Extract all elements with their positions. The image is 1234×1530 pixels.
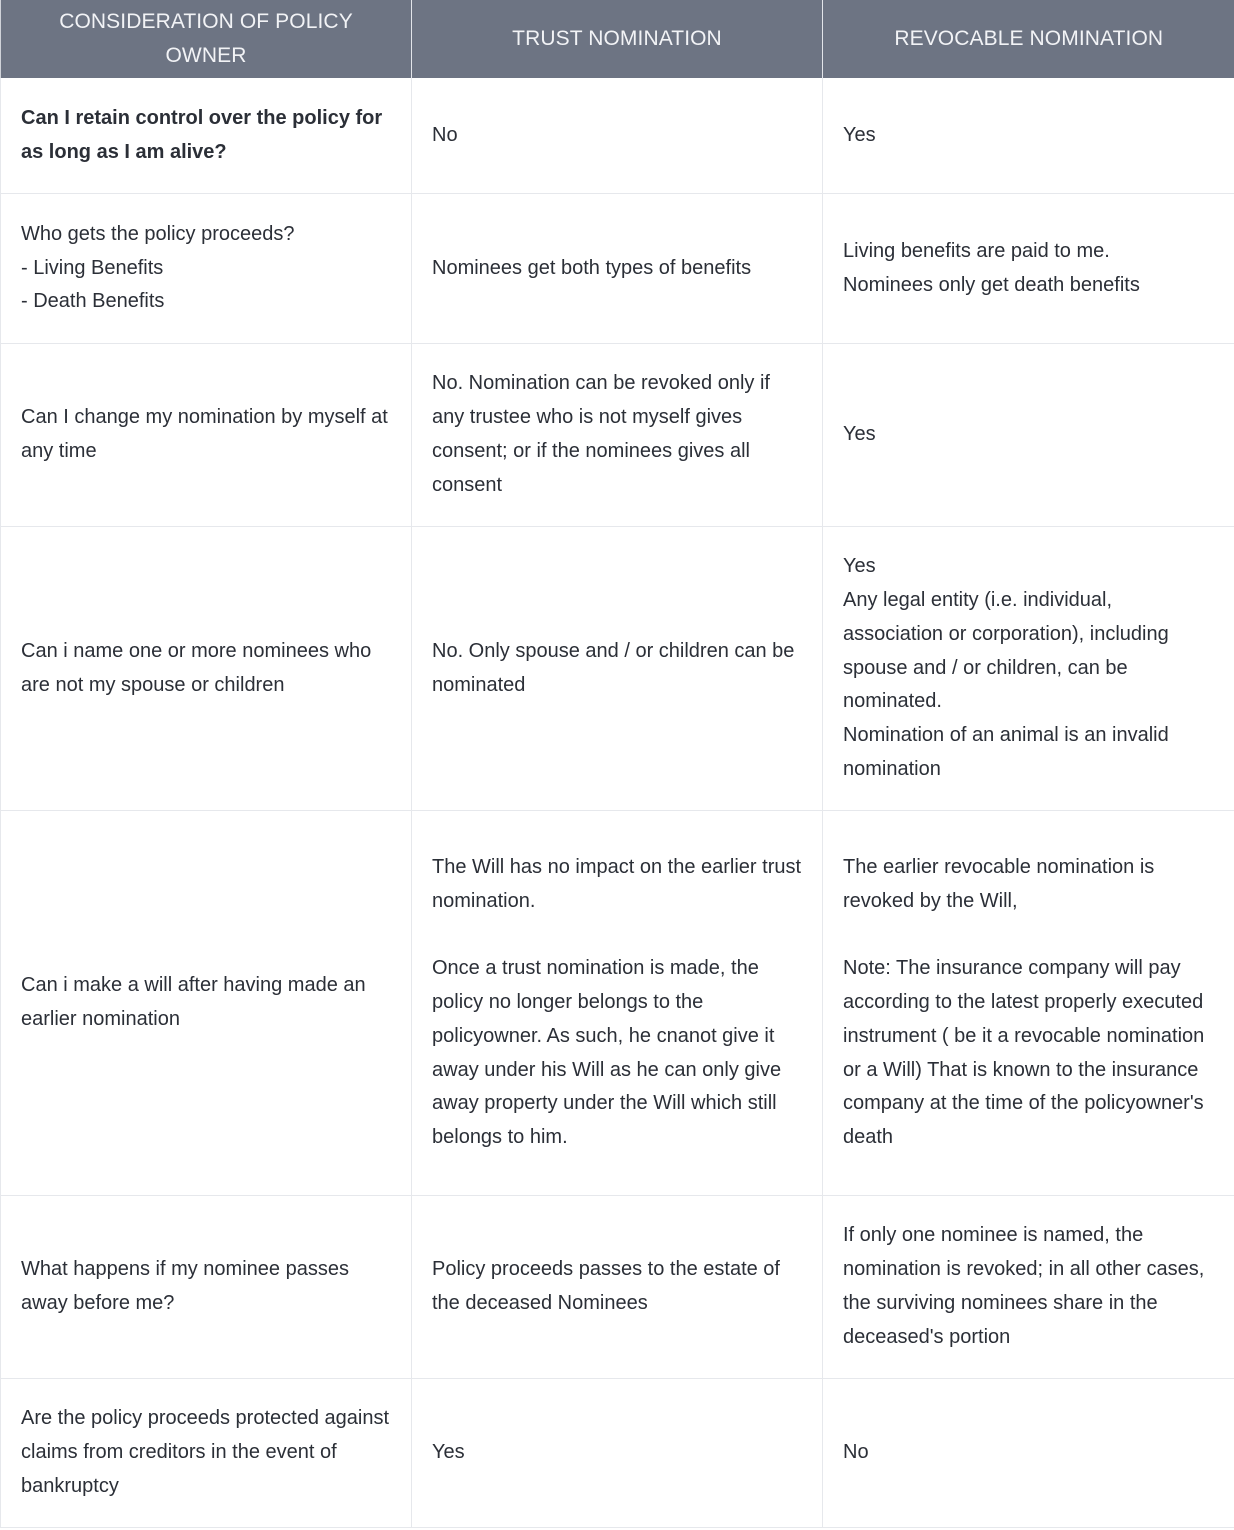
trust-cell: Policy proceeds passes to the estate of the deceased Nominees xyxy=(412,1196,823,1379)
table-row xyxy=(1,527,1234,811)
revocable-cell: The earlier revocable nomination is revoked by the Will, Note: The insurance company will pay according to the latest properly executed instrument ( be it a revocable nomination or a Will) That is known to the insurance company at the time of the policyowner's death xyxy=(823,811,1234,1196)
header-row xyxy=(1,0,1234,78)
consideration-cell: Who gets the policy proceeds? - Living Benefits - Death Benefits xyxy=(1,194,412,344)
table-row xyxy=(1,78,1234,194)
trust-cell: No. Only spouse and / or children can be nominated xyxy=(412,527,823,811)
table-row xyxy=(1,194,1234,344)
revocable-cell: Yes xyxy=(823,344,1234,527)
header-consideration: CONSIDERATION OF POLICY OWNER xyxy=(1,0,412,78)
header-revocable-nomination: REVOCABLE NOMINATION xyxy=(823,0,1234,78)
table-row xyxy=(1,1196,1234,1379)
revocable-cell: If only one nominee is named, the nomination is revoked; in all other cases, the surviving nominees share in the deceased's portion xyxy=(823,1196,1234,1379)
consideration-cell: Are the policy proceeds protected against claims from creditors in the event of bankruptcy xyxy=(1,1379,412,1528)
revocable-cell: Living benefits are paid to me. Nominees only get death benefits xyxy=(823,194,1234,344)
table-header xyxy=(1,0,1234,78)
trust-cell: Yes xyxy=(412,1379,823,1528)
consideration-cell: What happens if my nominee passes away before me? xyxy=(1,1196,412,1379)
consideration-cell: Can I retain control over the policy for as long as I am alive? xyxy=(1,78,412,194)
consideration-cell: Can i name one or more nominees who are not my spouse or children xyxy=(1,527,412,811)
revocable-cell: Yes xyxy=(823,78,1234,194)
trust-cell: No. Nomination can be revoked only if any trustee who is not myself gives consent; or if the nominees gives all consent xyxy=(412,344,823,527)
revocable-cell: Yes Any legal entity (i.e. individual, association or corporation), including spouse and / or children, can be nominated. Nomination of an animal is an invalid nomination xyxy=(823,527,1234,811)
trust-cell: No xyxy=(412,78,823,194)
consideration-cell: Can i make a will after having made an earlier nomination xyxy=(1,811,412,1196)
consideration-cell: Can I change my nomination by myself at any time xyxy=(1,344,412,527)
table-row xyxy=(1,811,1234,1196)
table-body xyxy=(1,78,1234,1528)
trust-cell: The Will has no impact on the earlier trust nomination. Once a trust nomination is made, the policy no longer belongs to the policyowner. As such, he cnanot give it away under his Will as he can only give away property under the Will which still belongs to him. xyxy=(412,811,823,1196)
header-trust-nomination: TRUST NOMINATION xyxy=(412,0,823,78)
table-row xyxy=(1,344,1234,527)
trust-cell: Nominees get both types of benefits xyxy=(412,194,823,344)
table-row xyxy=(1,1379,1234,1528)
revocable-cell: No xyxy=(823,1379,1234,1528)
